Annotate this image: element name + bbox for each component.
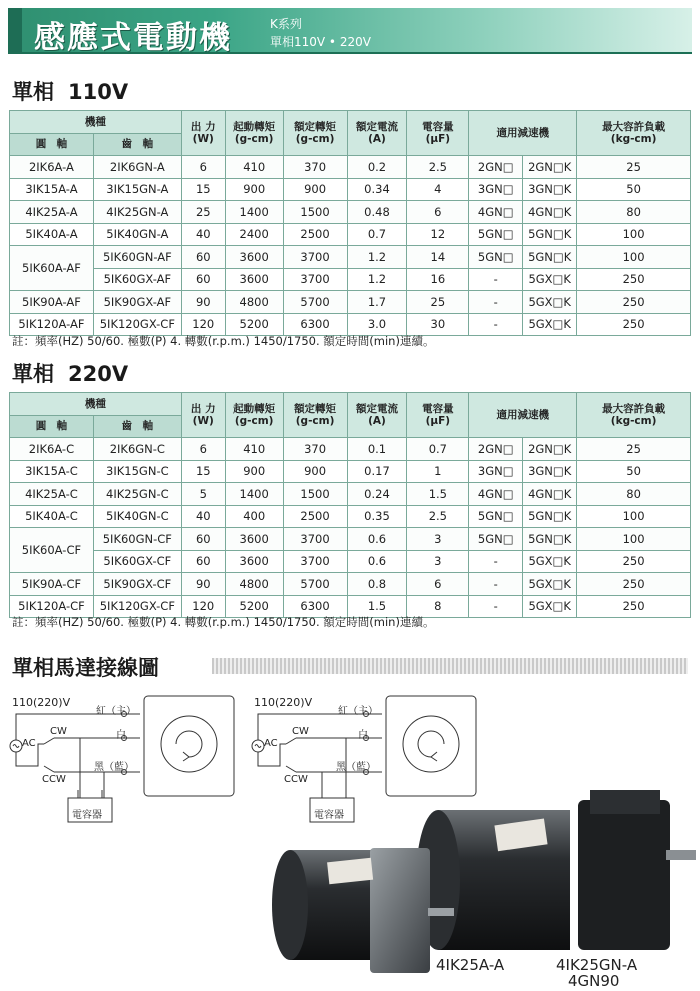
table-cell: 5GN□ [469, 505, 523, 528]
table-cell: 410 [225, 156, 283, 179]
table-cell: 90 [181, 291, 225, 314]
table-cell: 5IK90A-CF [10, 573, 94, 596]
table-cell: 3700 [283, 246, 347, 269]
header-rated-current: 額定電流 (A) [347, 111, 407, 156]
table-cell: 6 [407, 573, 469, 596]
table-cell: 5GN□ [469, 246, 523, 269]
table-cell: 25 [577, 156, 691, 179]
table-cell: 8 [407, 595, 469, 618]
table-cell: 5GN□K [523, 246, 577, 269]
table-cell: 5GX□K [523, 595, 577, 618]
table-cell: 2IK6A-C [10, 438, 94, 461]
table-cell: 5IK60GX-AF [93, 268, 181, 291]
table-cell: 0.8 [347, 573, 407, 596]
table-cell: 4IK25A-C [10, 483, 94, 506]
table-cell: 2GN□K [523, 438, 577, 461]
table-cell: - [469, 595, 523, 618]
header-output: 出 力 (W) [181, 111, 225, 156]
table-cell: 3GN□K [523, 460, 577, 483]
table-row [10, 483, 691, 506]
header-capacitor: 電容量 (μF) [407, 111, 469, 156]
table-cell: 5GN□ [469, 223, 523, 246]
table-cell: 5700 [283, 291, 347, 314]
table-cell: 3700 [283, 550, 347, 573]
table-cell: 0.48 [347, 201, 407, 224]
header-round-shaft: 圓 軸 [10, 415, 94, 438]
table-cell: 5GN□K [523, 528, 577, 551]
table-cell: 4GN□ [469, 483, 523, 506]
table-cell: 3GN□K [523, 178, 577, 201]
table-cell: 25 [577, 438, 691, 461]
table-cell: 30 [407, 313, 469, 336]
table-cell: 5IK90GX-AF [93, 291, 181, 314]
table-cell: 120 [181, 313, 225, 336]
table-cell: 5IK40A-A [10, 223, 94, 246]
table-cell: 3GN□ [469, 178, 523, 201]
table-cell: 410 [225, 438, 283, 461]
table-cell: 12 [407, 223, 469, 246]
table-cell: 4IK25GN-C [93, 483, 181, 506]
section-title-110v [12, 76, 128, 106]
header-output: 出 力 (W) [181, 393, 225, 438]
table-cell: 0.6 [347, 528, 407, 551]
table-cell: 100 [577, 246, 691, 269]
motor-photos [270, 790, 700, 980]
table-cell: 3700 [283, 528, 347, 551]
section-voltage: 220V [68, 362, 129, 386]
table-cell: 250 [577, 595, 691, 618]
table-cell: 4800 [225, 573, 283, 596]
note-110v: 註：頻率(HZ) 50/60. 極數(P) 4. 轉數(r.p.m.) 1450/1750. 額定時間(min)連續。 [12, 334, 435, 348]
table-cell: 5IK90A-AF [10, 291, 94, 314]
table-cell: 3.0 [347, 313, 407, 336]
table-cell: 1 [407, 460, 469, 483]
table-cell: 1500 [283, 201, 347, 224]
table-cell: 400 [225, 505, 283, 528]
table-cell: - [469, 313, 523, 336]
table-cell: 100 [577, 528, 691, 551]
table-cell: 5GX□K [523, 313, 577, 336]
table-cell: 40 [181, 505, 225, 528]
table-row [10, 460, 691, 483]
table-row [10, 246, 691, 269]
table-cell: 14 [407, 246, 469, 269]
table-cell: 6 [407, 201, 469, 224]
table-cell: 0.7 [347, 223, 407, 246]
caption-gearbox: 4GN90 [568, 972, 620, 990]
table-cell: 100 [577, 505, 691, 528]
table-cell: 2400 [225, 223, 283, 246]
table-cell: 0.2 [347, 156, 407, 179]
gear-motor-image [416, 790, 696, 950]
table-cell: 0.6 [347, 550, 407, 573]
table-cell: 5 [181, 483, 225, 506]
table-cell: 60 [181, 268, 225, 291]
table-cell: - [469, 268, 523, 291]
caption-gear-motor: 4IK25GN-A [556, 956, 638, 974]
header-reducer: 適用減速機 [469, 111, 577, 156]
header-capacitor: 電容量 (μF) [407, 393, 469, 438]
table-cell: 3600 [225, 550, 283, 573]
table-cell: 5200 [225, 595, 283, 618]
table-cell: 2IK6A-A [10, 156, 94, 179]
table-cell: 6 [181, 156, 225, 179]
table-row [10, 528, 691, 551]
black-wire-label: 黑（藍） [94, 762, 134, 773]
header-gear-shaft: 齒 軸 [93, 415, 181, 438]
note-220v: 註：頻率(HZ) 50/60. 極數(P) 4. 轉數(r.p.m.) 1450/1750. 額定時間(min)連續。 [12, 615, 435, 629]
section-label: 單相 [12, 80, 54, 104]
voltage-label: 110(220)V [12, 696, 71, 709]
table-cell: 60 [181, 246, 225, 269]
table-cell: - [469, 291, 523, 314]
table-cell: 60 [181, 550, 225, 573]
table-cell: 120 [181, 595, 225, 618]
table-cell: 3IK15A-C [10, 460, 94, 483]
table-cell: 370 [283, 156, 347, 179]
table-row [10, 268, 691, 291]
ccw-label: CCW [42, 774, 66, 785]
table-row [10, 505, 691, 528]
table-cell: 5IK120GX-CF [93, 313, 181, 336]
table-cell: 370 [283, 438, 347, 461]
cw-label: CW [50, 726, 67, 737]
header-gear-shaft: 齒 軸 [93, 133, 181, 156]
header-max-load: 最大容許負載 (kg-cm) [577, 111, 691, 156]
table-cell: 1.5 [347, 595, 407, 618]
table-cell: 5IK120GX-CF [93, 595, 181, 618]
header-banner [8, 8, 692, 54]
table-cell: 1.5 [407, 483, 469, 506]
white-wire-label: 白 [116, 730, 126, 741]
table-cell: 5IK40GN-C [93, 505, 181, 528]
table-cell: 2500 [283, 223, 347, 246]
table-cell: 900 [225, 178, 283, 201]
section-label: 單相 [12, 362, 54, 386]
table-cell: 2IK6GN-A [93, 156, 181, 179]
spec-table-110v [9, 110, 691, 336]
table-cell: 15 [181, 178, 225, 201]
table-cell: 5IK60GX-CF [93, 550, 181, 573]
table-row [10, 573, 691, 596]
table-cell: 900 [283, 460, 347, 483]
table-cell: 2GN□ [469, 438, 523, 461]
table-cell: 80 [577, 483, 691, 506]
table-cell: 2.5 [407, 505, 469, 528]
table-cell: 5GN□K [523, 505, 577, 528]
table-cell: 4GN□K [523, 483, 577, 506]
table-row [10, 156, 691, 179]
table-cell: 100 [577, 223, 691, 246]
table-cell: 0.24 [347, 483, 407, 506]
table-cell: 2IK6GN-C [93, 438, 181, 461]
table-cell: 5IK120A-CF [10, 595, 94, 618]
voltage-spec: 單相110V • 220V [270, 35, 371, 49]
cw-label: CW [292, 726, 309, 737]
table-cell: 1.2 [347, 268, 407, 291]
table-cell: 3600 [225, 246, 283, 269]
table-cell: 250 [577, 313, 691, 336]
table-cell: 16 [407, 268, 469, 291]
table-cell: 3600 [225, 268, 283, 291]
table-cell: 3IK15GN-A [93, 178, 181, 201]
banner-accent-bar [8, 8, 22, 54]
table-cell: 5IK40GN-A [93, 223, 181, 246]
table-cell: 3GN□ [469, 460, 523, 483]
table-cell: 80 [577, 201, 691, 224]
table-cell: 6300 [283, 313, 347, 336]
capacitor-label: 電容器 [314, 810, 344, 821]
table-cell: 6300 [283, 595, 347, 618]
table-cell: 5IK60A-AF [10, 246, 94, 291]
table-cell: 40 [181, 223, 225, 246]
table-cell: 2GN□ [469, 156, 523, 179]
table-row [10, 223, 691, 246]
table-cell: 250 [577, 550, 691, 573]
ccw-label: CCW [284, 774, 308, 785]
header-round-shaft: 圓 軸 [10, 133, 94, 156]
table-cell: 2GN□K [523, 156, 577, 179]
spec-table-220v [9, 392, 691, 618]
table-cell: 4 [407, 178, 469, 201]
table-body-220v [10, 438, 691, 618]
header-max-load: 最大容許負載 (kg-cm) [577, 393, 691, 438]
white-wire-label: 白 [358, 730, 368, 741]
decorative-stripe [212, 658, 688, 674]
table-row [10, 178, 691, 201]
table-cell: 5IK120A-AF [10, 313, 94, 336]
table-cell: 3IK15GN-C [93, 460, 181, 483]
table-cell: 50 [577, 178, 691, 201]
table-cell: 5IK40A-C [10, 505, 94, 528]
table-cell: 90 [181, 573, 225, 596]
table-cell: 5IK60GN-AF [93, 246, 181, 269]
table-cell: 4IK25GN-A [93, 201, 181, 224]
table-row [10, 291, 691, 314]
table-cell: - [469, 550, 523, 573]
header-start-torque: 起動轉矩 (g-cm) [225, 111, 283, 156]
table-cell: 0.17 [347, 460, 407, 483]
table-cell: 1500 [283, 483, 347, 506]
table-cell: 25 [181, 201, 225, 224]
ac-label: AC [264, 738, 278, 749]
header-rated-torque: 額定轉矩 (g-cm) [283, 393, 347, 438]
red-wire-label: 紅（主） [338, 706, 378, 717]
small-motor-image [272, 848, 454, 973]
table-cell: - [469, 573, 523, 596]
table-cell: 4800 [225, 291, 283, 314]
table-cell: 5IK60A-CF [10, 528, 94, 573]
table-cell: 0.7 [407, 438, 469, 461]
ac-label: AC [22, 738, 36, 749]
table-cell: 250 [577, 573, 691, 596]
wiring-title: 單相馬達接線圖 [12, 656, 159, 680]
table-cell: 1400 [225, 201, 283, 224]
table-cell: 0.35 [347, 505, 407, 528]
table-cell: 15 [181, 460, 225, 483]
table-cell: 3IK15A-A [10, 178, 94, 201]
table-cell: 4IK25A-A [10, 201, 94, 224]
table-cell: 4GN□K [523, 201, 577, 224]
table-cell: 1.7 [347, 291, 407, 314]
table-cell: 250 [577, 291, 691, 314]
table-cell: 1.2 [347, 246, 407, 269]
red-wire-label: 紅（主） [96, 706, 136, 717]
table-cell: 5GX□K [523, 268, 577, 291]
table-row [10, 201, 691, 224]
wiring-diagram-cw [8, 694, 248, 844]
table-cell: 3700 [283, 268, 347, 291]
header-start-torque: 起動轉矩 (g-cm) [225, 393, 283, 438]
section-title-220v [12, 358, 128, 388]
table-cell: 1400 [225, 483, 283, 506]
table-cell: 3600 [225, 528, 283, 551]
table-cell: 5GX□K [523, 550, 577, 573]
black-wire-label: 黑（藍） [336, 762, 376, 773]
section-voltage: 110V [68, 80, 129, 104]
table-cell: 250 [577, 268, 691, 291]
caption-motor: 4IK25A-A [436, 956, 505, 974]
table-cell: 5GX□K [523, 291, 577, 314]
capacitor-label: 電容器 [72, 810, 102, 821]
table-cell: 5GN□K [523, 223, 577, 246]
table-cell: 6 [181, 438, 225, 461]
table-cell: 5IK60GN-CF [93, 528, 181, 551]
table-cell: 2500 [283, 505, 347, 528]
table-cell: 50 [577, 460, 691, 483]
header-model: 機種 [10, 393, 182, 416]
header-rated-current: 額定電流 (A) [347, 393, 407, 438]
table-cell: 3 [407, 528, 469, 551]
wiring-section-header [12, 652, 688, 678]
table-cell: 4GN□ [469, 201, 523, 224]
voltage-label: 110(220)V [254, 696, 313, 709]
series-label: K系列 [270, 17, 302, 31]
table-cell: 5GN□ [469, 528, 523, 551]
table-cell: 5IK90GX-CF [93, 573, 181, 596]
table-row [10, 438, 691, 461]
table-body-110v [10, 156, 691, 336]
table-cell: 900 [283, 178, 347, 201]
table-cell: 5700 [283, 573, 347, 596]
header-rated-torque: 額定轉矩 (g-cm) [283, 111, 347, 156]
table-cell: 5200 [225, 313, 283, 336]
header-reducer: 適用減速機 [469, 393, 577, 438]
table-cell: 25 [407, 291, 469, 314]
table-cell: 0.1 [347, 438, 407, 461]
table-cell: 5GX□K [523, 573, 577, 596]
table-cell: 60 [181, 528, 225, 551]
table-cell: 2.5 [407, 156, 469, 179]
header-model: 機種 [10, 111, 182, 134]
page-title: 感應式電動機 [34, 20, 232, 56]
table-cell: 0.34 [347, 178, 407, 201]
table-cell: 900 [225, 460, 283, 483]
table-cell: 3 [407, 550, 469, 573]
table-row [10, 550, 691, 573]
